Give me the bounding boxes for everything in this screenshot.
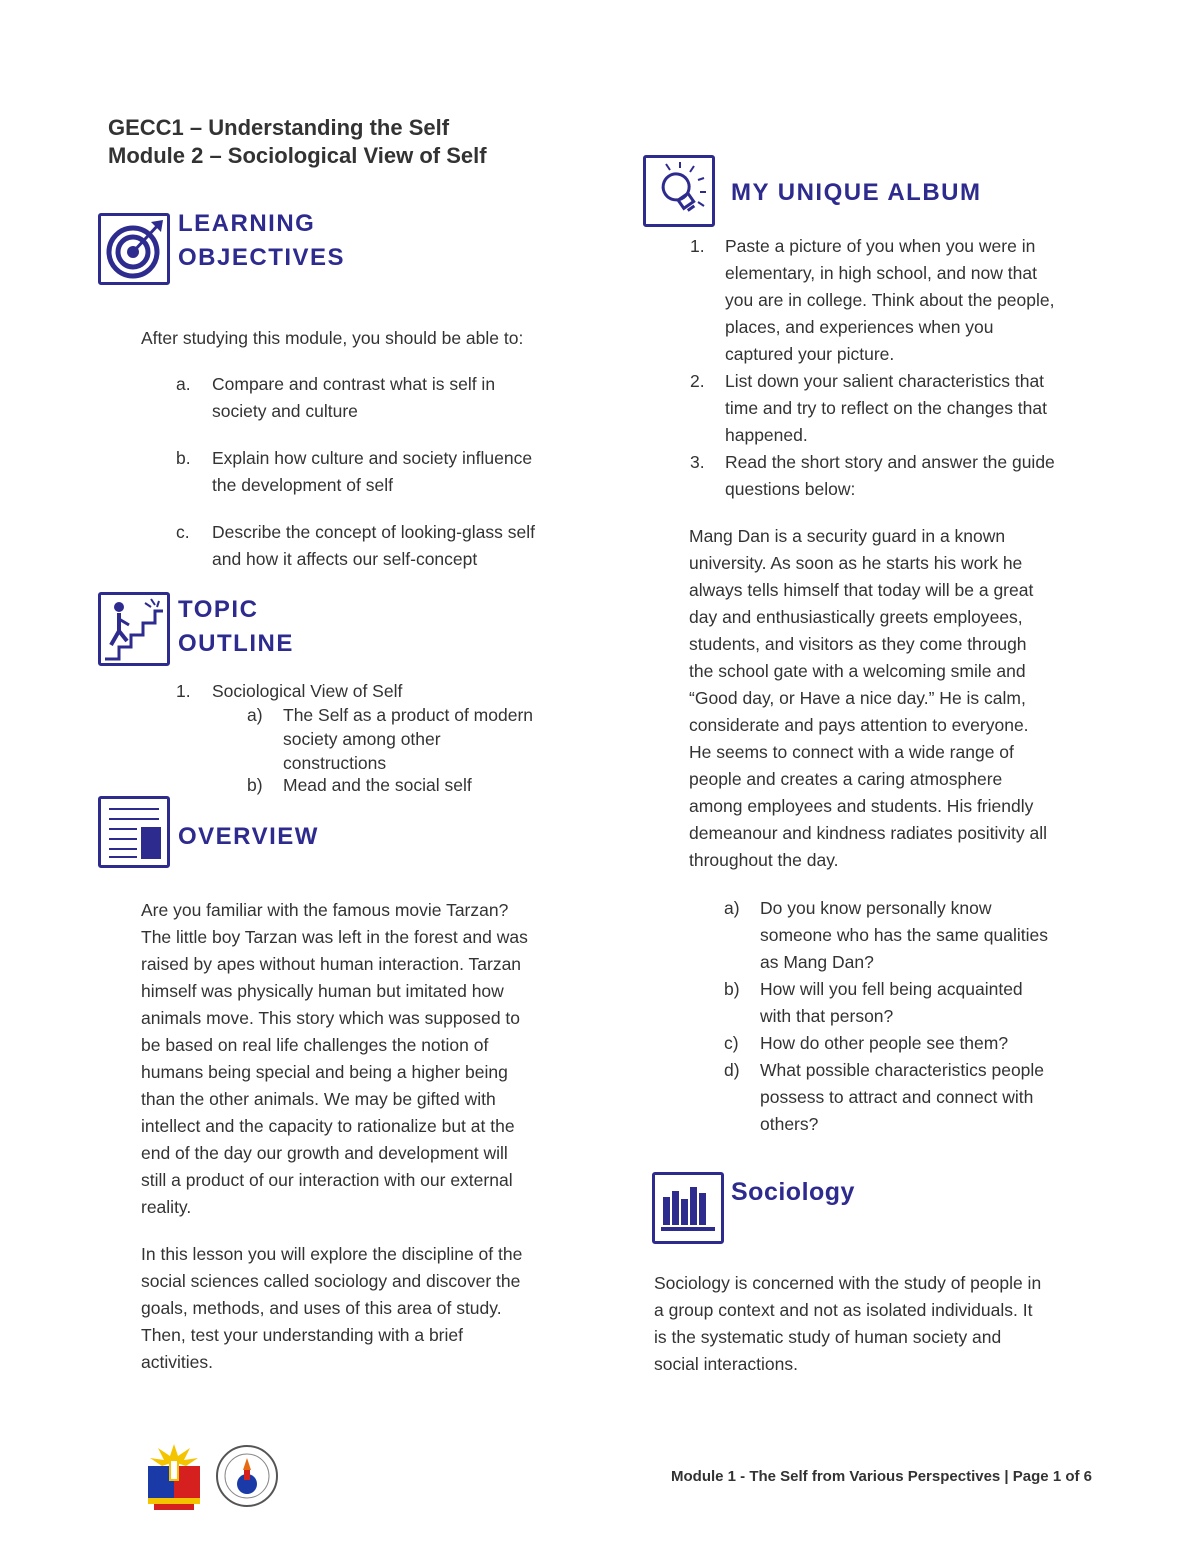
bookshelf-icon bbox=[652, 1172, 724, 1244]
overview-paragraph-1: Are you familiar with the famous movie Tarzan? The little boy Tarzan was left in the forest and was raised by apes without human interaction. Tarzan himself was physically human but imitated how animals move. This story which was supposed to be based on real life challenges the notion of humans being special and being a higher being than the other animals. We may be gifted with intellect and the capacity to rationalize but at the end of the day our growth and development will still a product of our interaction with our external reality. bbox=[141, 900, 528, 1217]
album-item: 2. List down your salient characteristics that time and try to reflect on the changes that happened. bbox=[690, 371, 1047, 445]
guide-question: a) Do you know personally know someone who has the same qualities as Mang Dan? bbox=[724, 898, 1048, 972]
course-title: GECC1 – Understanding the Self bbox=[108, 115, 450, 140]
lightbulb-icon bbox=[643, 155, 715, 227]
guide-question: b) How will you fell being acquainted with that person? bbox=[724, 979, 1023, 1026]
document-title bbox=[108, 114, 487, 170]
stairs-climber-icon bbox=[98, 592, 170, 666]
objective-item: b. Explain how culture and society influence the development of self bbox=[176, 448, 533, 495]
objective-item: c. Describe the concept of looking-glass self and how it affects our self-concept bbox=[176, 522, 535, 569]
outline-subitem: b) Mead and the social self bbox=[247, 775, 472, 795]
objective-item: a. Compare and contrast what is self in society and culture bbox=[176, 374, 496, 421]
overview-heading: OVERVIEW bbox=[178, 823, 319, 850]
outline-item: 1. Sociological View of Self bbox=[176, 681, 403, 701]
overview-paragraph-2: In this lesson you will explore the discipline of the social sciences called sociology and discover the goals, methods, and uses of this area of study. Then, test your understanding with a brief activities. bbox=[141, 1244, 523, 1372]
album-item: 3. Read the short story and answer the guide questions below: bbox=[690, 452, 1055, 499]
deped-logo bbox=[140, 1442, 208, 1512]
album-item: 1. Paste a picture of you when you were in elementary, in high school, and now that you are in college. Think about the people, places, and experiences when you captured your picture. bbox=[690, 236, 1055, 364]
unique-album-heading: MY UNIQUE ALBUM bbox=[731, 179, 982, 206]
outline-subitem: a) The Self as a product of modern society among other constructions bbox=[247, 705, 533, 773]
module-title: Module 2 – Sociological View of Self bbox=[108, 143, 487, 168]
target-icon bbox=[98, 213, 170, 285]
checklist-icon bbox=[98, 796, 170, 868]
objectives-intro: After studying this module, you should be able to: bbox=[141, 328, 524, 348]
learning-objectives-heading: LEARNING OBJECTIVES bbox=[178, 210, 346, 271]
story-paragraph: Mang Dan is a security guard in a known university. As soon as he starts his work he always tells himself that today will be a great day and enthusiastically greets employees, students, and visitors as they come through the school gate with a welcoming smile and “Good day, or Have a nice day.” He is calm, considerate and pays attention to everyone. He seems to connect with a wide range of people and creates a caring atmosphere among employees and students. His friendly demeanour and kindness radiates positivity all throughout the day. bbox=[689, 526, 1047, 870]
school-seal bbox=[215, 1444, 279, 1508]
sociology-paragraph: Sociology is concerned with the study of people in a group context and not as isolated individuals. It is the systematic study of human society and social interactions. bbox=[654, 1273, 1042, 1374]
page-footer: Module 1 - The Self from Various Perspectives | Page 1 of 6 bbox=[671, 1468, 1092, 1485]
guide-question: c) How do other people see them? bbox=[724, 1033, 1009, 1053]
guide-question: d) What possible characteristics people possess to attract and connect with others? bbox=[724, 1060, 1045, 1134]
topic-outline-heading: TOPIC OUTLINE bbox=[178, 596, 294, 657]
sociology-heading: Sociology bbox=[731, 1178, 855, 1206]
